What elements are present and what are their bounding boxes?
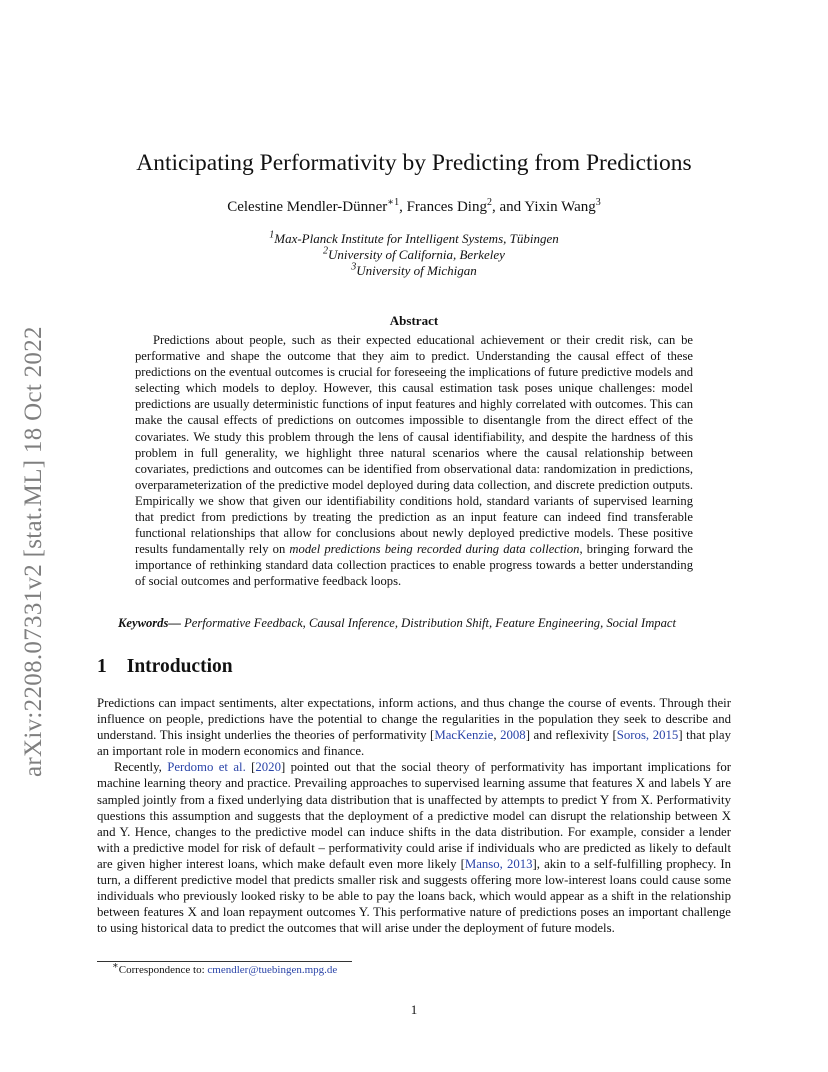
arxiv-stamp-text: arXiv:2208.07331v2 [stat.ML] 18 Oct 2022	[20, 326, 47, 777]
citation-link[interactable]: 2020	[255, 760, 281, 775]
affil-text: University of Michigan	[356, 263, 477, 278]
citation-link[interactable]: 2008	[500, 728, 526, 743]
keywords-label: Keywords—	[118, 616, 181, 630]
paragraph	[97, 759, 731, 936]
text: Predictions can impact sentiments, alter expectations, inform actions, and thus change the course of events. Through their influence on people, predictions have the potential to change the regularities in the population they seek to describe and understand. This insight underlies the theories of performativity [	[97, 696, 731, 743]
text: ], akin to a self-fulfilling prophecy. In turn, a different predictive model that predicts smaller risk and suggests offering more low-interest loans could cause some individuals who previously looked risky to be able to pay the loans back, which would appear as a shift in the relationship between features X and loan repayment outcomes Y. This performative nature of predictions poses an important challenge to using historical data to predict the outcomes that will arise under the deployment of future models.	[97, 856, 732, 936]
footnote-divider	[97, 961, 352, 962]
author-affil-mark: 3	[595, 197, 601, 208]
citation-link[interactable]: Perdomo et al.	[167, 760, 246, 775]
text: ] and reflexivity [	[525, 728, 617, 743]
citation-link[interactable]: MacKenzie	[434, 728, 494, 743]
paper-title: Anticipating Performativity by Predicting from Predictions	[136, 150, 692, 176]
affiliation	[0, 263, 828, 279]
footnote-mark: ∗	[112, 960, 119, 972]
affil-text: University of California, Berkeley	[328, 247, 505, 262]
keywords	[118, 616, 738, 631]
page-number: 1	[410, 1002, 418, 1017]
author-name: Yixin Wang	[524, 199, 596, 215]
abstract-heading: Abstract	[389, 313, 439, 328]
section-heading	[97, 656, 233, 678]
author-name: Celestine Mendler-Dünner	[227, 199, 388, 215]
text: ] that play an important role in modern economics and finance.	[97, 728, 731, 759]
text: [	[245, 760, 256, 775]
citation-link[interactable]: Soros, 2015	[616, 728, 679, 743]
affiliation	[0, 231, 828, 247]
section-number: 1	[97, 656, 107, 677]
author-affil-mark: ∗1	[387, 197, 400, 208]
abstract-text: , bringing forward the importance of rethinking standard data collection practices to enable progress towards a better understanding of social outcomes and performative feedback loops.	[135, 542, 694, 589]
author-list	[0, 199, 828, 216]
email-link[interactable]: cmendler@tuebingen.mpg.de	[207, 964, 338, 976]
arxiv-stamp	[20, 282, 54, 777]
citation-link[interactable]: Manso, 2013	[464, 856, 533, 871]
section-title: Introduction	[126, 656, 233, 677]
text: ,	[493, 728, 501, 743]
affil-mark: 2	[323, 245, 329, 257]
text: Recently,	[114, 760, 168, 775]
footnote-text: Correspondence to:	[118, 964, 208, 976]
affil-mark: 1	[269, 229, 275, 241]
abstract-text: Predictions about people, such as their expected educational achievement or their credit risk, can be performative and shape the outcome that they aim to predict. Understanding the causal effect of these predictions on the eventual outcomes is crucial for foreseeing the implications of future predictive models and selecting which models to deploy. However, this causal estimation task poses unique challenges: model predictions are usually deterministic functions of input features and highly correlated with outcomes. This can make the causal effects of predictions on outcomes impossible to disentangle from the direct effect of the covariates. We study this problem through the lens of causal identifiability, and despite the hardness of this problem in full generality, we highlight three natural scenarios where the causal relationship between covariates, predictions and outcomes can be identified from observational data: randomization in predictions, overparameterization of the predictive model deployed during data collection, and discrete prediction outputs. Empirically we show that given our identifiability conditions hold, standard variants of supervised learning that predict from predictions by treating the prediction as an input feature can indeed find transferable functional relationships that allow for conclusions about newly deployed predictive models. These positive results fundamentally rely on	[135, 333, 693, 557]
introduction-body	[97, 695, 731, 936]
affil-mark: 3	[351, 261, 357, 273]
author-separator: , and	[491, 199, 525, 215]
author-separator: ,	[399, 199, 407, 215]
abstract-body	[135, 332, 693, 590]
author-name: Frances Ding	[406, 199, 487, 215]
paragraph	[97, 695, 731, 759]
text: ] pointed out that the social theory of performativity has important implications for machine learning theory and practice. Prevailing approaches to supervised learning assume that features X and labels Y are sampled jointly from a fixed underlying data distribution that is unaffected by attempts to predict Y from X. Performativity questions this assumption and suggests that the deployment of a predictive model can disrupt the relationship between X and Y. Hence, changes to the predictive model can induce shifts in the data distribution. For example, consider a lender with a predictive model for risk of default – performativity could arise if individuals who are predicted as likely to default are given higher interest loans, which make default even more likely [	[97, 760, 731, 871]
affiliation	[0, 247, 828, 263]
abstract-emphasis: model predictions being recorded during data collection	[289, 542, 580, 557]
affil-text: Max-Planck Institute for Intelligent Systems, Tübingen	[274, 231, 559, 246]
keywords-text: Performative Feedback, Causal Inference, Distribution Shift, Feature Engineering, Social Impact	[180, 616, 676, 630]
author-affil-mark: 2	[486, 197, 492, 208]
footnote	[112, 960, 338, 976]
affiliations	[0, 231, 828, 279]
